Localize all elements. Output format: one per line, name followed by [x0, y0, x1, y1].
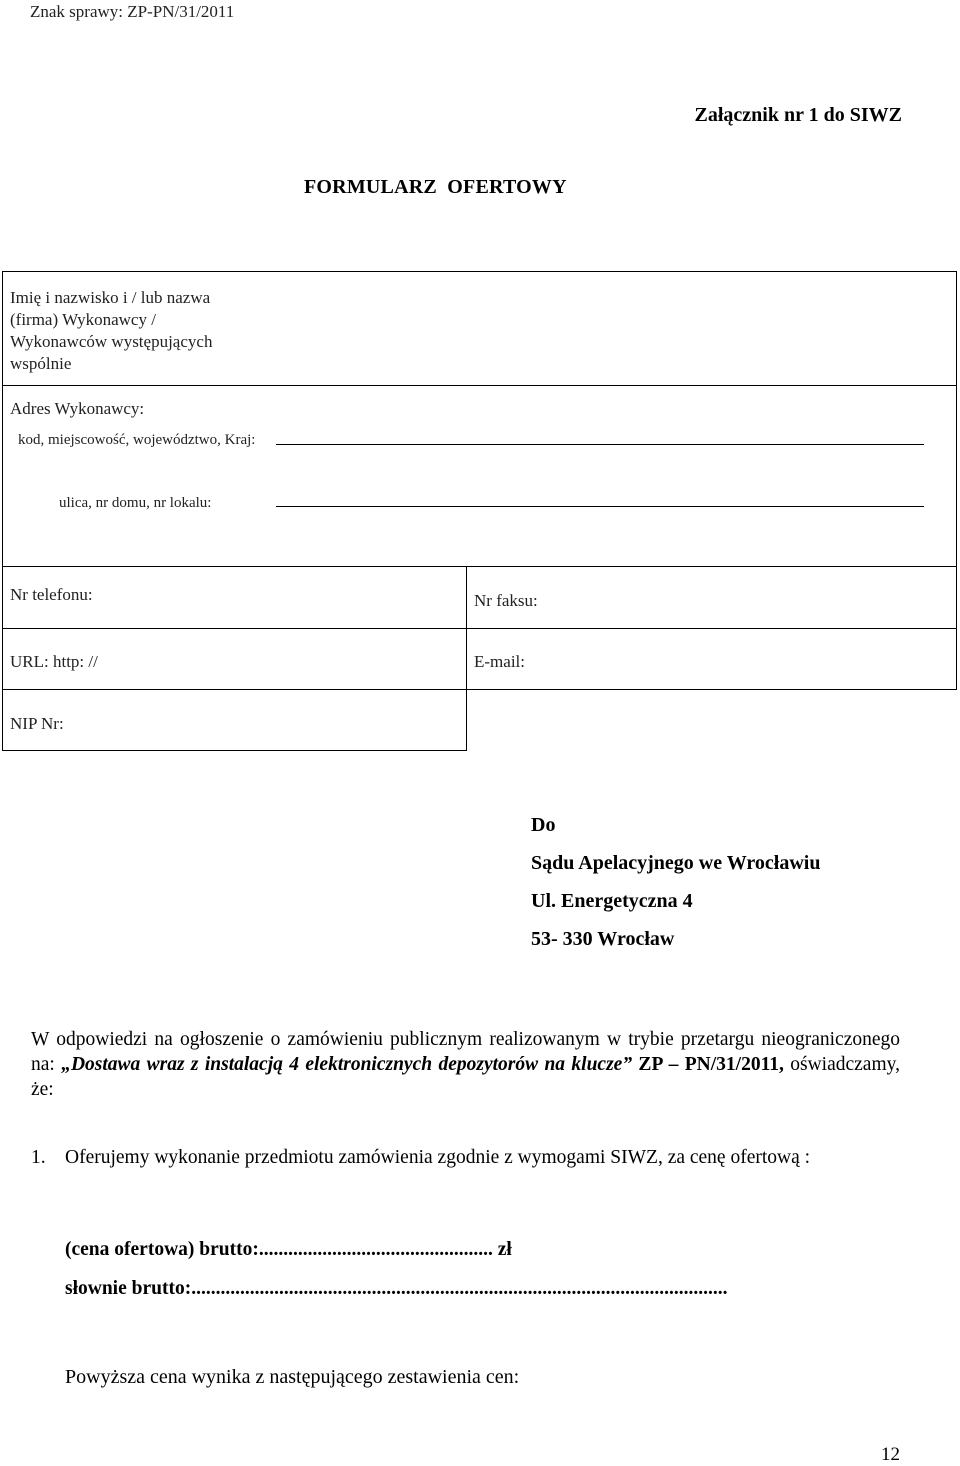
- recipient-name: Sądu Apelacyjnego we Wrocławiu: [531, 852, 821, 874]
- url-label: URL: http: //: [10, 652, 98, 671]
- street-label: ulica, nr domu, nr lokalu:: [59, 495, 212, 511]
- item-number: 1.: [31, 1147, 46, 1168]
- item-text: Oferujemy wykonanie przedmiotu zamówienia zgodnie z wymogami SIWZ, za cenę ofertową :: [65, 1147, 811, 1168]
- form-title: FORMULARZ OFERTOWY: [304, 176, 567, 198]
- offer-item-1: [31, 1144, 900, 1171]
- fax-cell[interactable]: [466, 566, 957, 629]
- recipient-city: 53- 330 Wrocław: [531, 928, 675, 950]
- tender-subject: „Dostawa wraz z instalacją 4 elektronicznych depozytorów na klucze”: [61, 1054, 633, 1075]
- contractor-name-label: Imię i nazwisko i / lub nazwa (firma) Wykonawcy / Wykonawców występujących wspólnie: [10, 288, 213, 373]
- gross-price-line[interactable]: (cena ofertowa) brutto:................................................ zł: [65, 1239, 512, 1260]
- phone-label: Nr telefonu:: [10, 585, 93, 604]
- intro-paragraph: [31, 1027, 900, 1102]
- address-cell: [2, 385, 957, 567]
- fax-label: Nr faksu:: [474, 591, 538, 610]
- page-number: 12: [881, 1444, 900, 1465]
- intro-declaration: oświadczamy, że:: [31, 1054, 900, 1100]
- price-breakdown-text: Powyższa cena wynika z następującego zestawienia cen:: [65, 1366, 520, 1388]
- intro-text: W odpowiedzi na ogłoszenie o zamówieniu publicznym realizowanym w trybie przetargu nieograniczonego na:: [31, 1029, 900, 1075]
- tender-reference: ZP – PN/31/2011,: [632, 1054, 784, 1075]
- email-label: E-mail:: [474, 652, 525, 671]
- attachment-label: Załącznik nr 1 do SIWZ: [694, 104, 902, 126]
- street-field[interactable]: [276, 506, 924, 507]
- code-city-label: kod, miejscowość, województwo, Kraj:: [18, 432, 256, 448]
- nip-cell[interactable]: [2, 689, 467, 751]
- recipient-street: Ul. Energetyczna 4: [531, 890, 693, 912]
- email-cell[interactable]: [466, 628, 957, 690]
- code-city-field[interactable]: [276, 444, 924, 445]
- address-label: Adres Wykonawcy:: [10, 399, 145, 418]
- case-reference: Znak sprawy: ZP-PN/31/2011: [30, 2, 235, 21]
- recipient-to: Do: [531, 814, 556, 836]
- nip-label: NIP Nr:: [10, 714, 64, 733]
- price-in-words-line[interactable]: słownie brutto:..............................................................................................................: [65, 1278, 728, 1299]
